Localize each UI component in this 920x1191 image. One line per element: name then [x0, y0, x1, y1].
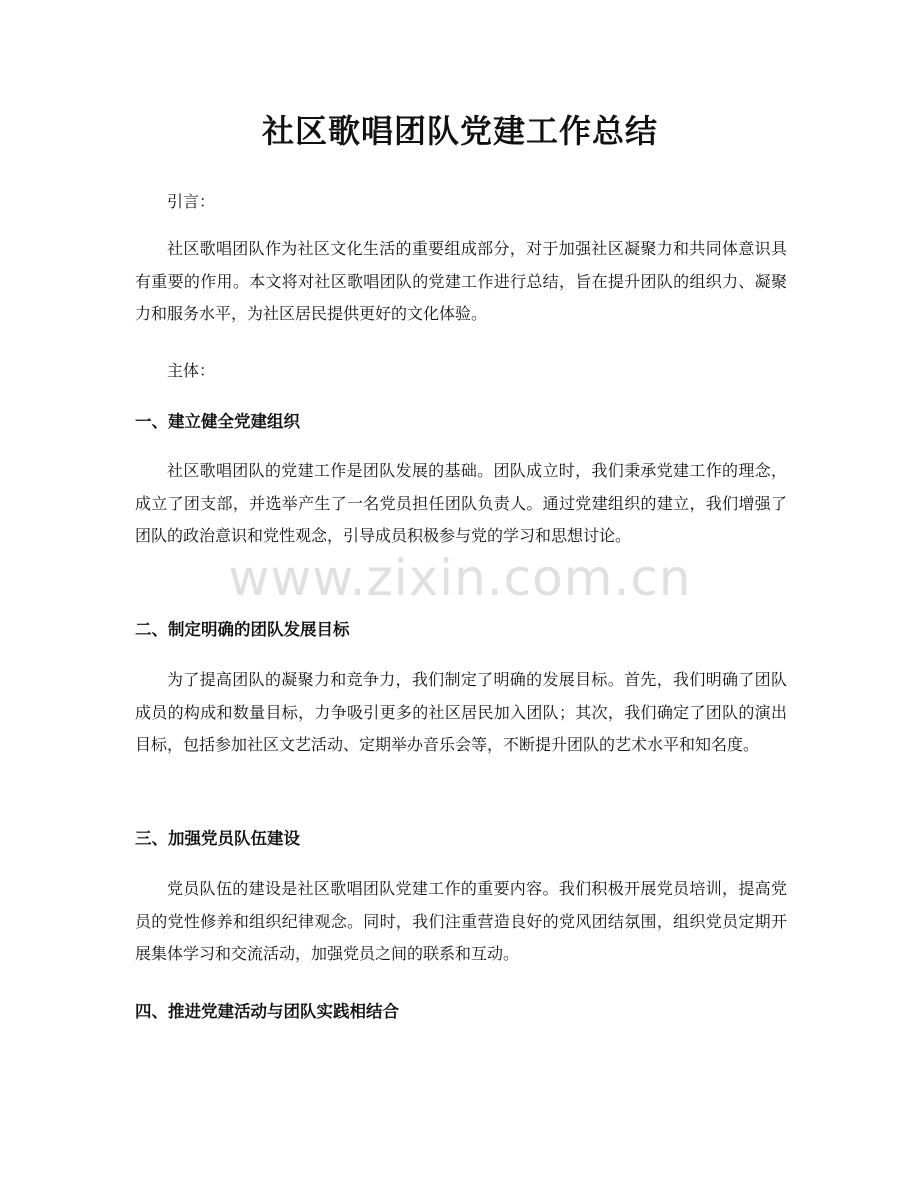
intro-label: 引言： — [167, 192, 216, 211]
section-heading-1: 一、建立健全党建组织 — [135, 412, 300, 431]
section-heading-3: 三、加强党员队伍建设 — [135, 829, 300, 848]
section-heading-2: 二、制定明确的团队发展目标 — [135, 620, 350, 639]
section-heading-4: 四、推进党建活动与团队实践相结合 — [135, 1002, 399, 1021]
watermark: www.zixin.com.cn — [228, 549, 692, 607]
section-paragraph-3: 党员队伍的建设是社区歌唱团队党建工作的重要内容。我们积极开展党员培训，提高党员的党性修养和组织纪律观念。同时，我们注重营造良好的党风团结氛围，组织党员定期开展集体学习和交流活动，加强党员之间的联系和互动。 — [135, 879, 787, 963]
document-title: 社区歌唱团队党建工作总结 — [261, 112, 658, 150]
section-paragraph-2: 为了提高团队的凝聚力和竞争力，我们制定了明确的发展目标。首先，我们明确了团队成员的构成和数量目标，力争吸引更多的社区居民加入团队；其次，我们确定了团队的演出目标，包括参加社区文艺活动、定期举办音乐会等，不断提升团队的艺术水平和知名度。 — [135, 670, 787, 754]
section-paragraph-1: 社区歌唱团队的党建工作是团队发展的基础。团队成立时，我们秉承党建工作的理念，成立了团支部，并选举产生了一名党员担任团队负责人。通过党建组织的建立，我们增强了团队的政治意识和党性观念，引导成员积极参与党的学习和思想讨论。 — [135, 461, 787, 545]
intro-paragraph: 社区歌唱团队作为社区文化生活的重要组成部分，对于加强社区凝聚力和共同体意识具有重要的作用。本文将对社区歌唱团队的党建工作进行总结，旨在提升团队的组织力、凝聚力和服务水平，为社区居民提供更好的文化体验。 — [135, 239, 787, 323]
main-label: 主体： — [167, 361, 216, 380]
